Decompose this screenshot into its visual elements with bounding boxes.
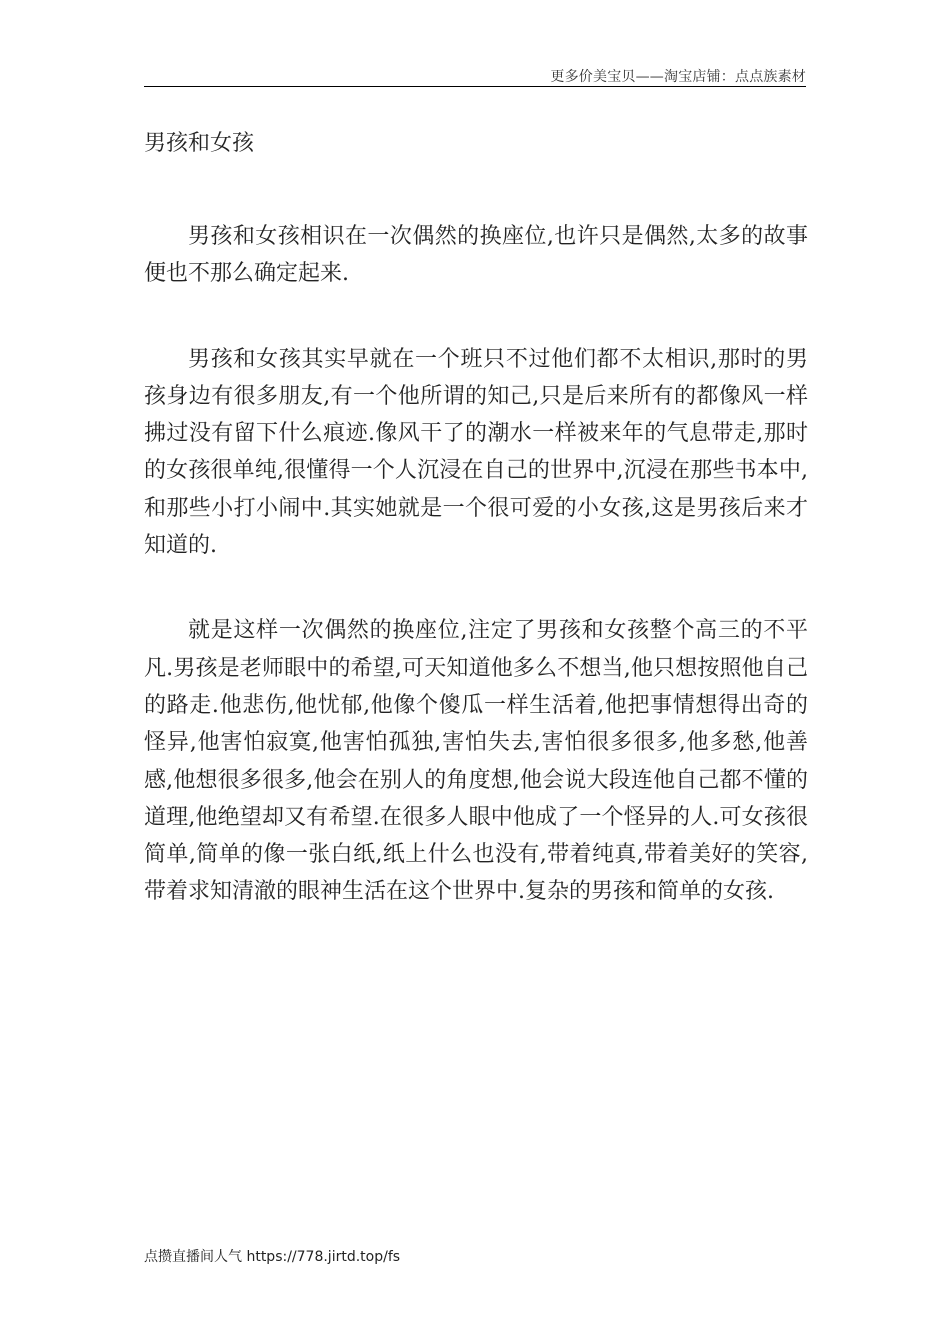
paragraph-2: 男孩和女孩其实早就在一个班只不过他们都不太相识,那时的男孩身边有很多朋友,有一个他所谓的知己,只是后来所有的都像风一样拂过没有留下什么痕迹.像风干了的潮水一样被来年的气息带走,那时的女孩很单纯,很懂得一个人沉浸在自己的世界中,沉浸在那些书本中,和那些小打小闹中.其实她就是一个很可爱的小女孩,这是男孩后来才知道的. bbox=[144, 346, 808, 559]
paragraph-3: 就是这样一次偶然的换座位,注定了男孩和女孩整个高三的不平凡.男孩是老师眼中的希望,可天知道他多么不想当,他只想按照他自己的路走.他悲伤,他忧郁,他像个傻瓜一样生活着,他把事情想得出奇的怪异,他害怕寂寞,他害怕孤独,害怕失去,害怕很多很多,他多愁,他善感,他想很多很多,他会在别人的角度想,他会说大段连他自己都不懂的道理,他绝望却又有希望.在很多人眼中他成了一个怪异的人.可女孩很简单,简单的像一张白纸,纸上什么也没有,带着纯真,带着美好的笑容,带着求知清澈的眼神生活在这个世界中.复杂的男孩和简单的女孩. bbox=[144, 618, 808, 905]
document-title: 男孩和女孩 bbox=[144, 131, 255, 156]
header-divider bbox=[144, 86, 806, 87]
page-footer bbox=[144, 1246, 400, 1266]
page-header-text: 更多价美宝贝——淘宝店铺：点点族素材 bbox=[550, 69, 806, 85]
paragraph-1: 男孩和女孩相识在一次偶然的换座位,也许只是偶然,太多的故事便也不那么确定起来. bbox=[144, 224, 808, 287]
document-body bbox=[144, 124, 808, 911]
footer-link[interactable]: https://778.jirtd.top/fs bbox=[246, 1249, 401, 1265]
footer-label: 点攒直播间人气 bbox=[144, 1249, 242, 1265]
